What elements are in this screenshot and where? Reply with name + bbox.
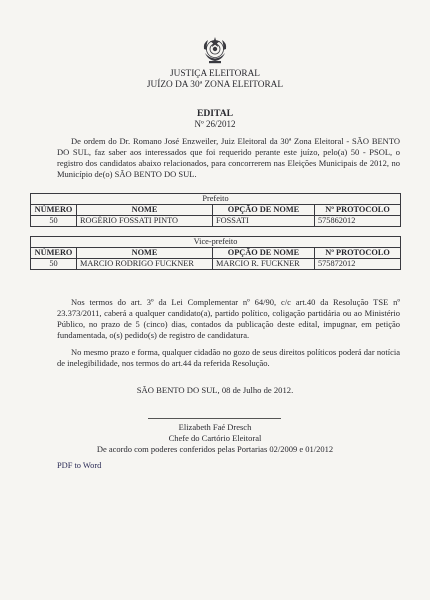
table-row bbox=[31, 216, 401, 227]
col-opcao: OPÇÃO DE NOME bbox=[213, 248, 315, 259]
cell-protocolo: 575872012 bbox=[315, 259, 401, 270]
signature-line bbox=[148, 418, 281, 419]
cell-nome: MARCIO RODRIGO FUCKNER bbox=[77, 259, 213, 270]
document-number: Nº 26/2012 bbox=[194, 119, 236, 129]
institution-name: JUSTIÇA ELEITORAL bbox=[170, 69, 260, 79]
col-numero: NÚMERO bbox=[31, 248, 77, 259]
col-nome: NOME bbox=[77, 205, 213, 216]
legal-paragraph: Nos termos do art. 3º da Lei Complementar nº 64/90, c/c art.40 da Resolução TSE nº 23.373/2011, caberá a qualquer candidato(a), partido político, coligação partidária ou ao Ministério Público, no prazo de 5 (cinco) dias, contados da publicação deste edital, impugnar, em petição fundamentada, o(s) pedido(s) de registro de candidatura. bbox=[57, 297, 400, 341]
cell-protocolo: 575862012 bbox=[315, 216, 401, 227]
coat-of-arms-icon bbox=[199, 34, 231, 66]
intro-paragraph: De ordem do Dr. Romano José Enzweiler, Juiz Eleitoral da 30ª Zona Eleitoral - SÃO BENTO DO SUL, faz saber aos interessados que foi requerido perante este juízo, pelo(a) 50 - PSOL, o registro dos candidatos abaixo relacionados, para concorrerem nas Eleições Municipais de 2012, no Município de(o) SÃO BENTO DO SUL. bbox=[57, 136, 400, 180]
table-caption: Vice-prefeito bbox=[31, 237, 401, 248]
vice-prefeito-table bbox=[30, 236, 401, 270]
col-protocolo: Nº PROTOCOLO bbox=[315, 248, 401, 259]
prefeito-table bbox=[30, 193, 401, 227]
signatory-name: Elizabeth Faé Dresch bbox=[178, 422, 252, 432]
cell-nome: ROGÉRIO FOSSATI PINTO bbox=[77, 216, 213, 227]
cell-numero: 50 bbox=[31, 216, 77, 227]
signatory-role: Chefe do Cartório Eleitoral bbox=[168, 433, 262, 443]
document-title: EDITAL bbox=[196, 108, 234, 119]
col-opcao: OPÇÃO DE NOME bbox=[213, 205, 315, 216]
signatory-authority: De acordo com poderes conferidos pelas Portarias 02/2009 e 01/2012 bbox=[96, 444, 334, 454]
document-date: SÃO BENTO DO SUL, 08 de Julho de 2012. bbox=[136, 385, 294, 395]
cell-numero: 50 bbox=[31, 259, 77, 270]
col-numero: NÚMERO bbox=[31, 205, 77, 216]
col-nome: NOME bbox=[77, 248, 213, 259]
col-protocolo: Nº PROTOCOLO bbox=[315, 205, 401, 216]
cell-opcao: MARCIO R. FUCKNER bbox=[213, 259, 315, 270]
pdf-to-word-link[interactable]: PDF to Word bbox=[57, 461, 102, 470]
table-caption: Prefeito bbox=[31, 194, 401, 205]
cell-opcao: FOSSATI bbox=[213, 216, 315, 227]
court-zone: JUÍZO DA 30ª ZONA ELEITORAL bbox=[146, 80, 284, 90]
notice-paragraph: No mesmo prazo e forma, qualquer cidadão no gozo de seus direitos políticos poderá dar notícia de inelegibilidade, nos termos do art.44 da referida Resolução. bbox=[57, 347, 400, 369]
table-row bbox=[31, 259, 401, 270]
